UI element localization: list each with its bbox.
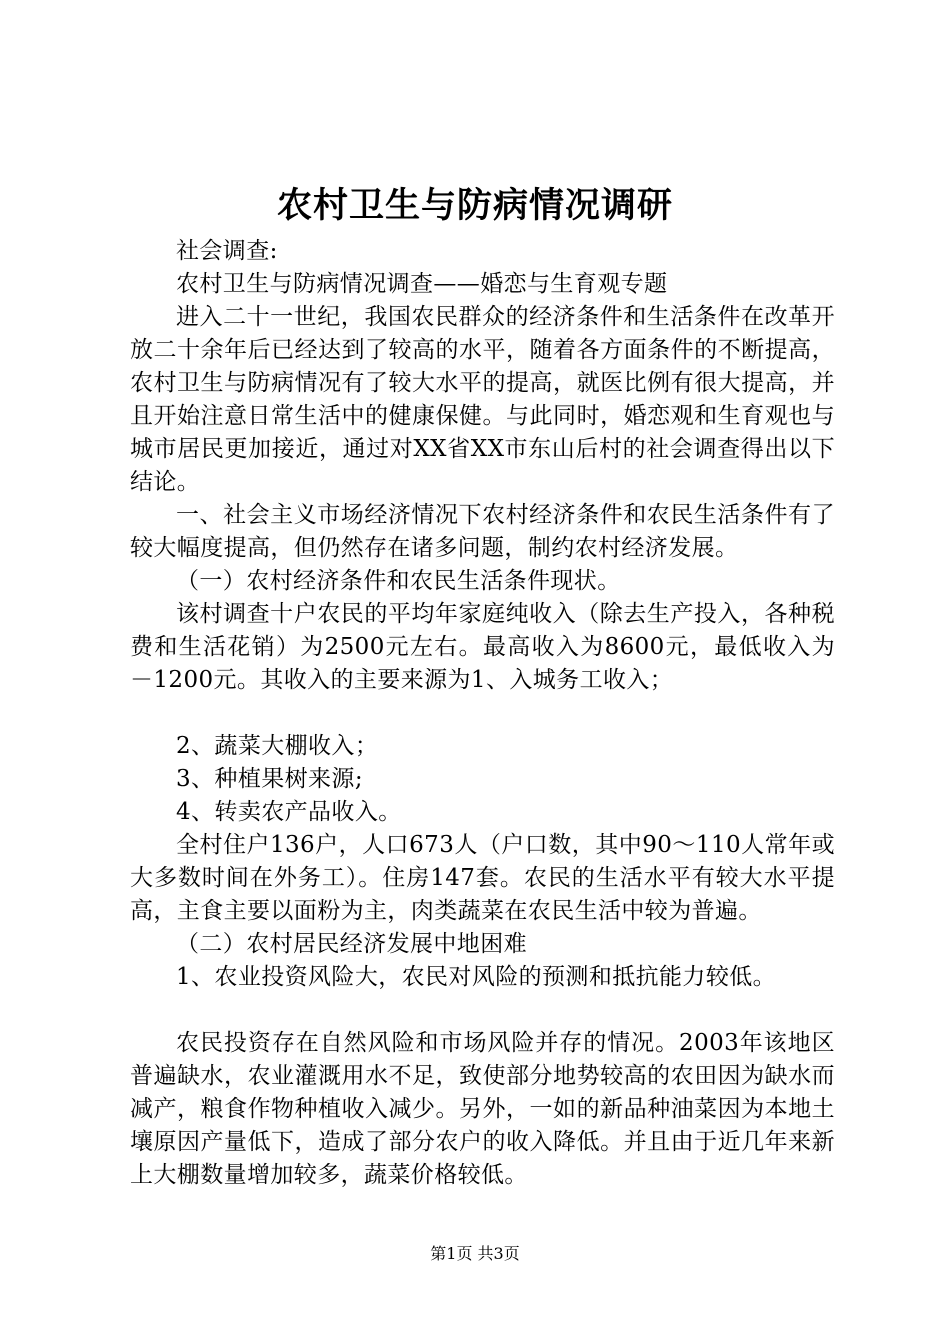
page-footer: 第1页 共3页 [430, 1244, 520, 1263]
blank-line [130, 994, 835, 1027]
paragraph-subsection-2: （二）农村居民经济发展中地困难 [176, 931, 527, 957]
paragraph-income: 该村调查十户农民的平均年家庭纯收入（除去生产投入，各种税费和生活花销）为2500元左右。最高收入为8600元，最低收入为－1200元。其收入的主要来源为1、入城务工收入； [130, 601, 835, 693]
paragraph-intro: 进入二十一世纪，我国农民群众的经济条件和生活条件在改革开放二十余年后已经达到了较高的水平，随着各方面条件的不断提高，农村卫生与防病情况有了较大水平的提高，就医比例有很大提高，并且开始注意日常生活中的健康保健。与此同时，婚恋观和生育观也与城市居民更加接近，通过对XX省XX市东山后村的社会调查得出以下结论。 [130, 304, 835, 495]
paragraph-investment: 农民投资存在自然风险和市场风险并存的情况。2003年该地区普遍缺水，农业灌溉用水不足，致使部分地势较高的农田因为缺水而减产，粮食作物种植收入减少。另外，一如的新品种油菜因为本地土壤原因产量低下，造成了部分农户的收入降低。并且由于近几年来新上大棚数量增加较多，蔬菜价格较低。 [130, 1030, 835, 1188]
paragraph-population: 全村住户136户，人口673人（户口数，其中90～110人常年或大多数时间在外务工）。住房147套。农民的生活水平有较大水平提高，主食主要以面粉为主，肉类蔬菜在农民生活中较为普遍。 [130, 832, 835, 924]
paragraph-section-1: 一、社会主义市场经济情况下农村经济条件和农民生活条件有了较大幅度提高，但仍然存在诸多问题，制约农村经济发展。 [130, 502, 835, 561]
paragraph-income-item-3: 3、种植果树来源; [176, 766, 363, 792]
paragraph-subtitle: 农村卫生与防病情况调查——婚恋与生育观专题 [176, 271, 668, 297]
document-title: 农村卫生与防病情况调研 [276, 185, 673, 226]
document-body [130, 235, 835, 1192]
blank-line [130, 697, 835, 730]
paragraph-risk: 1、农业投资风险大，农民对风险的预测和抵抗能力较低。 [176, 964, 777, 990]
paragraph-survey-label: 社会调查: [176, 238, 278, 264]
paragraph-subsection-1: （一）农村经济条件和农民生活条件现状。 [176, 568, 621, 594]
paragraph-income-item-4: 4、转卖农产品收入。 [176, 799, 402, 825]
paragraph-income-item-2: 2、蔬菜大棚收入； [176, 733, 379, 759]
